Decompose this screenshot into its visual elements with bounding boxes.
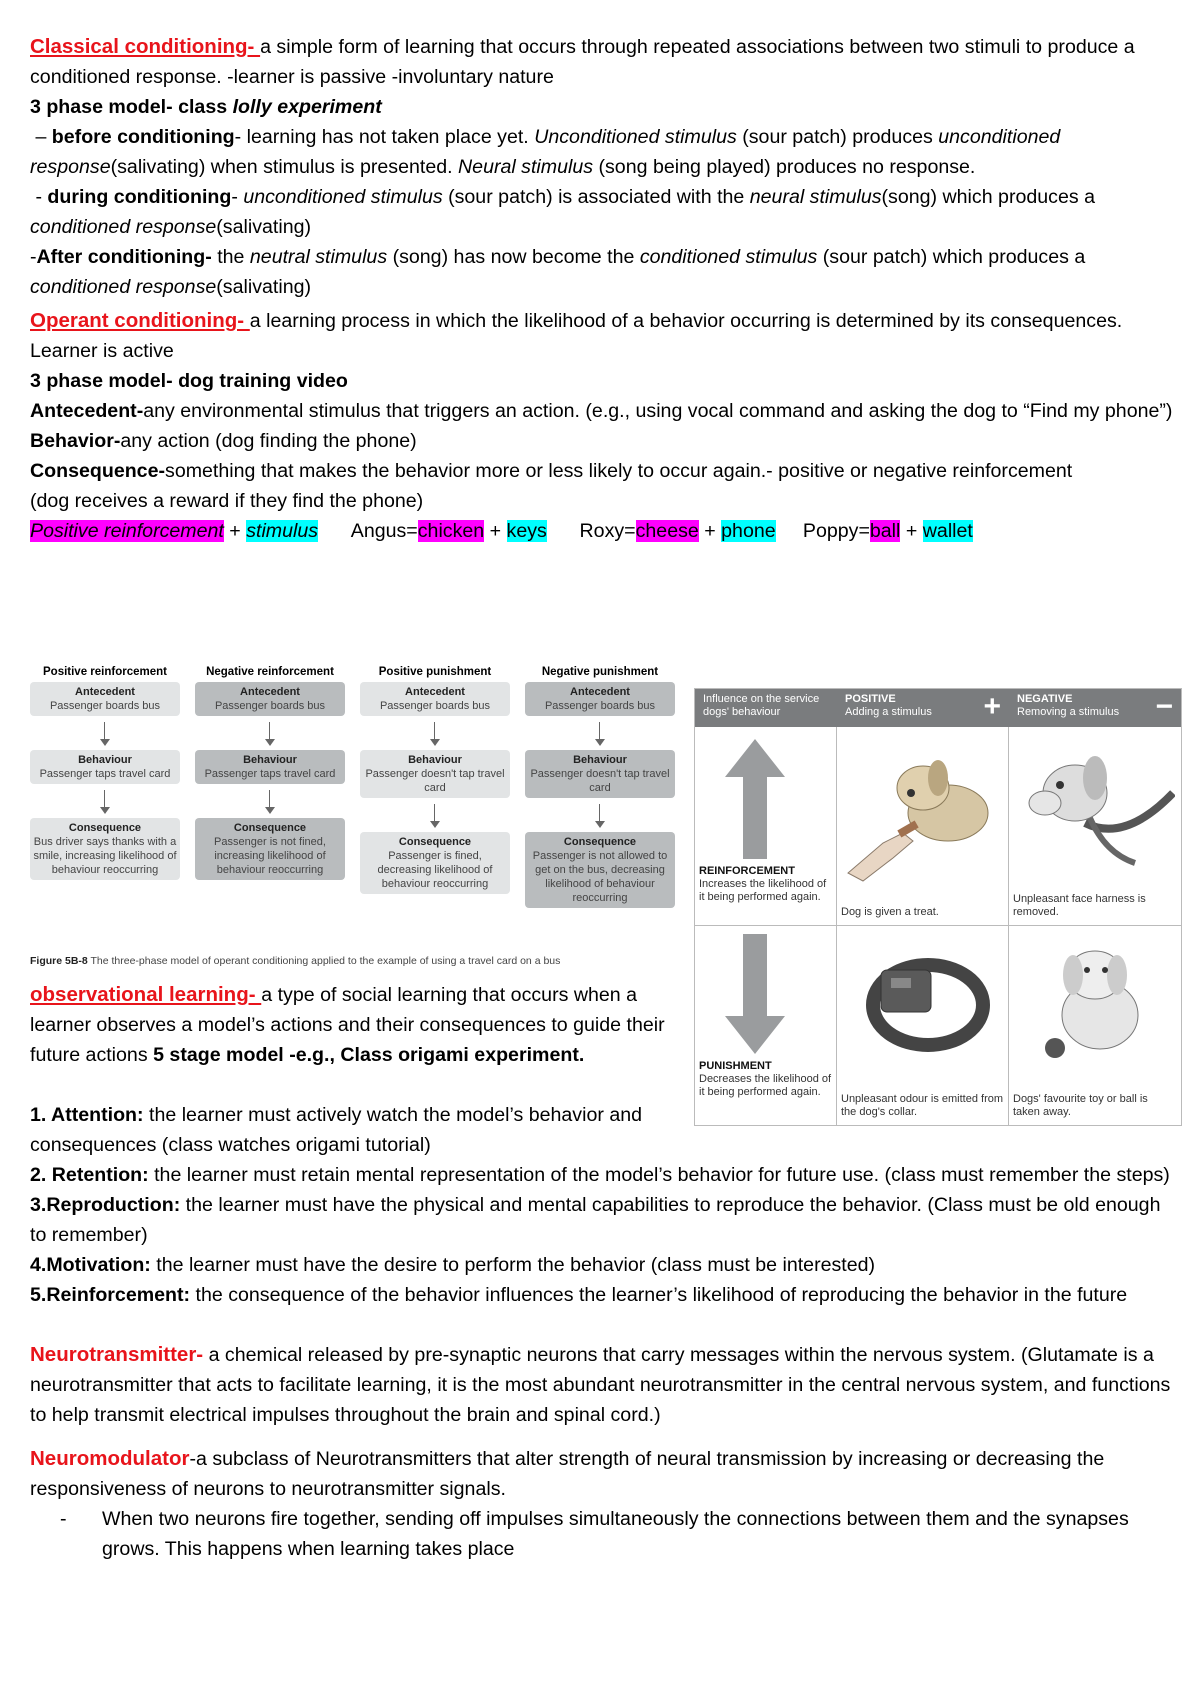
stage-text: the learner must retain mental representation of the model’s behavior for future use. (class must remember the steps) <box>148 1164 1170 1186</box>
box-heading: Behaviour <box>243 754 297 766</box>
stage-reproduction <box>30 1190 1180 1250</box>
stage-label: 3.Reproduction: <box>30 1194 181 1216</box>
operant-consequence-example: (dog receives a reward if they find the phone) <box>30 490 424 512</box>
box-heading: Antecedent <box>570 686 630 698</box>
antecedent-box <box>525 682 675 716</box>
stimulus-label: stimulus <box>246 520 319 542</box>
roxy-label: Roxy= <box>579 520 636 542</box>
operant-consequence <box>30 456 1180 486</box>
bus-column <box>30 662 180 880</box>
box-text: Passenger boards bus <box>49 700 161 712</box>
after-em: neutral stimulus <box>249 246 388 268</box>
down-arrow <box>30 784 180 818</box>
box-heading: Consequence <box>233 822 307 834</box>
grid-head-influence <box>695 689 837 727</box>
classical-def: a simple form of learning that occurs through repeated associations between two stimuli to produce a conditioned response. -learner is passive -involuntary nature <box>30 36 1135 88</box>
during-em: neural stimulus <box>749 186 882 208</box>
classical-model-title <box>30 92 1180 122</box>
plus-sign: + <box>704 520 716 542</box>
angus-reward: chicken <box>417 520 485 542</box>
before-text: (song being played) produces no response. <box>593 156 976 178</box>
negative-sub: Removing a stimulus <box>1017 706 1120 718</box>
consequence-box <box>30 818 180 880</box>
neurotransmitter-text: a chemical released by pre-synaptic neurons that carry messages within the nervous system. (Glutamate is a neurotransmitter that acts to facilitate learning, it is the most abundant neurotransmitter in the central nervous system, and functions to help transmit electrical impulses throughout the brain and spinal cord.) <box>30 1344 1171 1426</box>
negative-reinforcement-caption: Unpleasant face harness is removed. <box>1013 893 1146 918</box>
classical-before: – before conditioning- learning has not taken place yet. Unconditioned stimulus (sour patch) produces unconditioned response(salivating) when stimulus is presented. Neural stimulus (song being played) produces no response. <box>30 126 1061 178</box>
bullet-text: When two neurons fire together, sending off impulses simultaneously the connections between them and the synapses grows. This happens when learning takes place <box>102 1508 1129 1560</box>
operant-bus-figure <box>30 662 680 972</box>
classical-model-title-em: lolly experiment <box>232 96 382 118</box>
box-text: Passenger is not fined, increasing likelihood of behaviour reoccurring <box>214 836 326 876</box>
down-arrow <box>30 716 180 750</box>
observational-stages <box>30 1100 1180 1564</box>
before-text: (salivating) when stimulus is presented. <box>110 156 459 178</box>
roxy-item: phone <box>721 520 776 542</box>
stage-retention <box>30 1160 1180 1190</box>
angus-label: Angus= <box>350 520 418 542</box>
behaviour-box <box>360 750 510 798</box>
spacer <box>30 1430 1180 1444</box>
during-text: (salivating) <box>216 216 312 238</box>
box-heading: Behaviour <box>573 754 627 766</box>
during-em: unconditioned stimulus <box>243 186 443 208</box>
box-text: Passenger doesn't tap travel card <box>365 768 505 794</box>
down-arrow <box>360 798 510 832</box>
punishment-label-cell <box>695 926 837 1125</box>
box-text: Passenger boards bus <box>379 700 491 712</box>
column-title: Positive reinforcement <box>43 666 167 678</box>
positive-reinforcement-cell <box>837 727 1009 926</box>
after-label: After conditioning- <box>36 246 212 268</box>
reinforcement-label-cell <box>695 727 837 926</box>
poppy-label: Poppy= <box>802 520 870 542</box>
figure-caption <box>30 955 690 967</box>
box-text: Passenger boards bus <box>544 700 656 712</box>
plus-sign: + <box>489 520 502 542</box>
neuromodulator-term: Neuromodulator <box>30 1447 190 1470</box>
down-arrow <box>195 716 345 750</box>
column-title: Negative reinforcement <box>206 666 334 678</box>
behaviour-box <box>195 750 345 784</box>
during-label: during conditioning <box>47 186 232 208</box>
neurotransmitter-term: Neurotransmitter- <box>30 1343 204 1366</box>
dog-reinforcement-figure <box>694 688 1182 1126</box>
operant-def: a learning process in which the likelihood of a behavior occurring is determined by its consequences. Learner is active <box>30 310 1123 362</box>
during-text: - <box>231 186 244 208</box>
antecedent-box <box>30 682 180 716</box>
box-heading: Consequence <box>563 836 637 848</box>
down-arrow-icon <box>725 934 785 1054</box>
stage-text: the learner must have the desire to perform the behavior (class must be interested) <box>150 1254 876 1276</box>
punishment-text: Decreases the likelihood of it being performed again. <box>699 1073 832 1098</box>
positive-punishment-cell <box>837 926 1009 1125</box>
bullet-dash: - <box>60 1508 67 1530</box>
box-heading: Behaviour <box>408 754 462 766</box>
punishment-heading: PUNISHMENT <box>699 1060 772 1072</box>
behaviour-box <box>525 750 675 798</box>
positive-punishment-caption: Unpleasant odour is emitted from the dog's collar. <box>841 1093 1004 1118</box>
spacer <box>30 1310 1180 1340</box>
antecedent-text: any environmental stimulus that triggers an action. (e.g., using vocal command and asking the dog to “Find my phone”) <box>143 400 1173 422</box>
during-text: (song) which produces a <box>881 186 1095 208</box>
antecedent-box <box>360 682 510 716</box>
box-text: Passenger doesn't tap travel card <box>530 768 670 794</box>
observational-definition <box>30 980 685 1070</box>
down-arrow <box>360 716 510 750</box>
caption-label: Figure 5B-8 <box>30 955 88 967</box>
box-text: Passenger is not allowed to get on the bus, decreasing likelihood of behaviour reoccurring <box>532 850 668 904</box>
list-item <box>30 1504 1180 1564</box>
after-em: conditioned stimulus <box>639 246 818 268</box>
before-em: unconditioned response <box>30 126 1061 178</box>
stage-label: 1. Attention: <box>30 1104 144 1126</box>
angus-item: keys <box>506 520 547 542</box>
antecedent-box <box>195 682 345 716</box>
roxy-reward: cheese <box>635 520 699 542</box>
stage-reinforcement <box>30 1280 1180 1310</box>
observational-model-title: 5 stage model -e.g., Class origami experiment. <box>153 1044 585 1066</box>
consequence-text: something that makes the behavior more or less likely to occur again.- positive or negative reinforcement <box>165 460 1073 482</box>
classical-during: - during conditioning- unconditioned stimulus (sour patch) is associated with the neural stimulus(song) which produces a conditioned response(salivating) <box>30 186 1095 238</box>
during-em: conditioned response <box>30 216 217 238</box>
box-heading: Antecedent <box>75 686 135 698</box>
neuromodulator-text: -a subclass of Neurotransmitters that alter strength of neural transmission by increasing or decreasing the responsiveness of neurons to neurotransmitter signals. <box>30 1448 1105 1500</box>
box-heading: Consequence <box>68 822 142 834</box>
before-em: Unconditioned stimulus <box>534 126 737 148</box>
stage-text: the consequence of the behavior influences the learner’s likelihood of reproducing the behavior in the future <box>190 1284 1128 1306</box>
observational-def: a type of social learning that occurs when a learner observes a model’s actions and their consequences to guide their future actions <box>30 984 665 1066</box>
dog-harness-illustration <box>1015 733 1175 883</box>
observational-section <box>30 980 685 1070</box>
stage-attention <box>30 1100 670 1160</box>
dog-treat-illustration <box>843 733 1003 883</box>
consequence-box <box>525 832 675 908</box>
classical-definition <box>30 32 1180 92</box>
box-heading: Consequence <box>398 836 472 848</box>
column-title: Negative punishment <box>541 666 659 678</box>
stage-text: the learner must actively watch the model’s behavior and consequences (class watches origami tutorial) <box>30 1104 643 1156</box>
grid-head-negative <box>1009 689 1181 727</box>
column-title: Positive punishment <box>378 666 492 678</box>
caption-text: The three-phase model of operant conditioning applied to the example of using a travel card on a bus <box>87 955 561 967</box>
negative-reinforcement-cell <box>1009 727 1181 926</box>
behavior-text: any action (dog finding the phone) <box>120 430 417 452</box>
classical-model-title-text: 3 phase model- class <box>30 96 233 118</box>
consequence-box <box>360 832 510 894</box>
grid-head-positive <box>837 689 1009 727</box>
before-label: before conditioning <box>51 126 235 148</box>
classical-after: -After conditioning- the neutral stimulus (song) has now become the conditioned stimulus (sour patch) which produces a conditioned response(salivating) <box>30 246 1086 298</box>
positive-reinforcement-label: Positive reinforcement <box>30 520 224 542</box>
box-text: Passenger boards bus <box>214 700 326 712</box>
document-page <box>30 32 1180 546</box>
negative-punishment-cell <box>1009 926 1181 1125</box>
reinforcement-label <box>699 865 832 904</box>
highlight-line <box>30 516 1180 546</box>
box-text: Passenger is fined, decreasing likelihood of behaviour reoccurring <box>377 850 493 890</box>
operant-antecedent <box>30 396 1180 426</box>
after-text: the <box>211 246 250 268</box>
operant-model-title: 3 phase model- dog training video <box>30 370 348 392</box>
plus-sign: + <box>229 520 241 542</box>
before-em: Neural stimulus <box>458 156 594 178</box>
reinforcement-text: Increases the likelihood of it being performed again. <box>699 878 827 903</box>
observational-term: observational learning- <box>30 983 262 1006</box>
down-arrow <box>195 784 345 818</box>
up-arrow-icon <box>725 739 785 859</box>
behaviour-box <box>30 750 180 784</box>
stage-label: 2. Retention: <box>30 1164 149 1186</box>
box-text: Bus driver says thanks with a smile, increasing likelihood of behaviour reoccurring <box>33 836 177 876</box>
neurotransmitter-definition <box>30 1340 1180 1430</box>
operant-behavior <box>30 426 1180 456</box>
bus-column <box>525 662 675 908</box>
dog-collar-illustration <box>843 930 1003 1080</box>
after-text: (salivating) <box>216 276 312 298</box>
minus-icon: − <box>1155 690 1173 723</box>
bus-column <box>195 662 345 880</box>
stage-text: the learner must have the physical and mental capabilities to reproduce the behavior. (Class must be old enough to remember) <box>30 1194 1161 1246</box>
stage-label: 5.Reinforcement: <box>30 1284 191 1306</box>
grid-head-text: Influence on the service dogs' behaviour <box>703 693 820 718</box>
poppy-reward: ball <box>869 520 901 542</box>
box-heading: Antecedent <box>405 686 465 698</box>
dog-ball-illustration <box>1015 930 1175 1080</box>
plus-sign: + <box>905 520 918 542</box>
before-text: (sour patch) produces <box>736 126 939 148</box>
behavior-label: Behavior- <box>30 430 121 452</box>
down-arrow <box>525 798 675 832</box>
box-heading: Behaviour <box>78 754 132 766</box>
box-heading: Antecedent <box>240 686 300 698</box>
plus-icon: + <box>983 690 1001 723</box>
operant-definition <box>30 306 1180 366</box>
negative-punishment-caption: Dogs' favourite toy or ball is taken away. <box>1013 1093 1148 1118</box>
antecedent-label: Antecedent- <box>30 400 144 422</box>
before-text: - learning has not taken place yet. <box>234 126 535 148</box>
stage-label: 4.Motivation: <box>30 1254 151 1276</box>
reinforcement-heading: REINFORCEMENT <box>699 865 795 877</box>
positive-reinforcement-caption: Dog is given a treat. <box>841 906 939 918</box>
consequence-label: Consequence- <box>30 460 166 482</box>
down-arrow <box>525 716 675 750</box>
box-text: Passenger taps travel card <box>39 768 171 780</box>
after-em: conditioned response <box>30 276 217 298</box>
positive-heading: POSITIVE <box>845 693 896 705</box>
after-text: (song) has now become the <box>387 246 640 268</box>
during-text: (sour patch) is associated with the <box>442 186 750 208</box>
operant-term: Operant conditioning- <box>30 309 250 332</box>
bus-column <box>360 662 510 894</box>
stage-motivation <box>30 1250 1180 1280</box>
punishment-label <box>699 1060 832 1099</box>
negative-heading: NEGATIVE <box>1017 693 1073 705</box>
after-text: (sour patch) which produces a <box>817 246 1086 268</box>
poppy-item: wallet <box>922 520 973 542</box>
box-text: Passenger taps travel card <box>204 768 336 780</box>
classical-term: Classical conditioning- <box>30 35 261 58</box>
consequence-box <box>195 818 345 880</box>
neuromodulator-definition <box>30 1444 1180 1504</box>
positive-sub: Adding a stimulus <box>845 706 932 718</box>
